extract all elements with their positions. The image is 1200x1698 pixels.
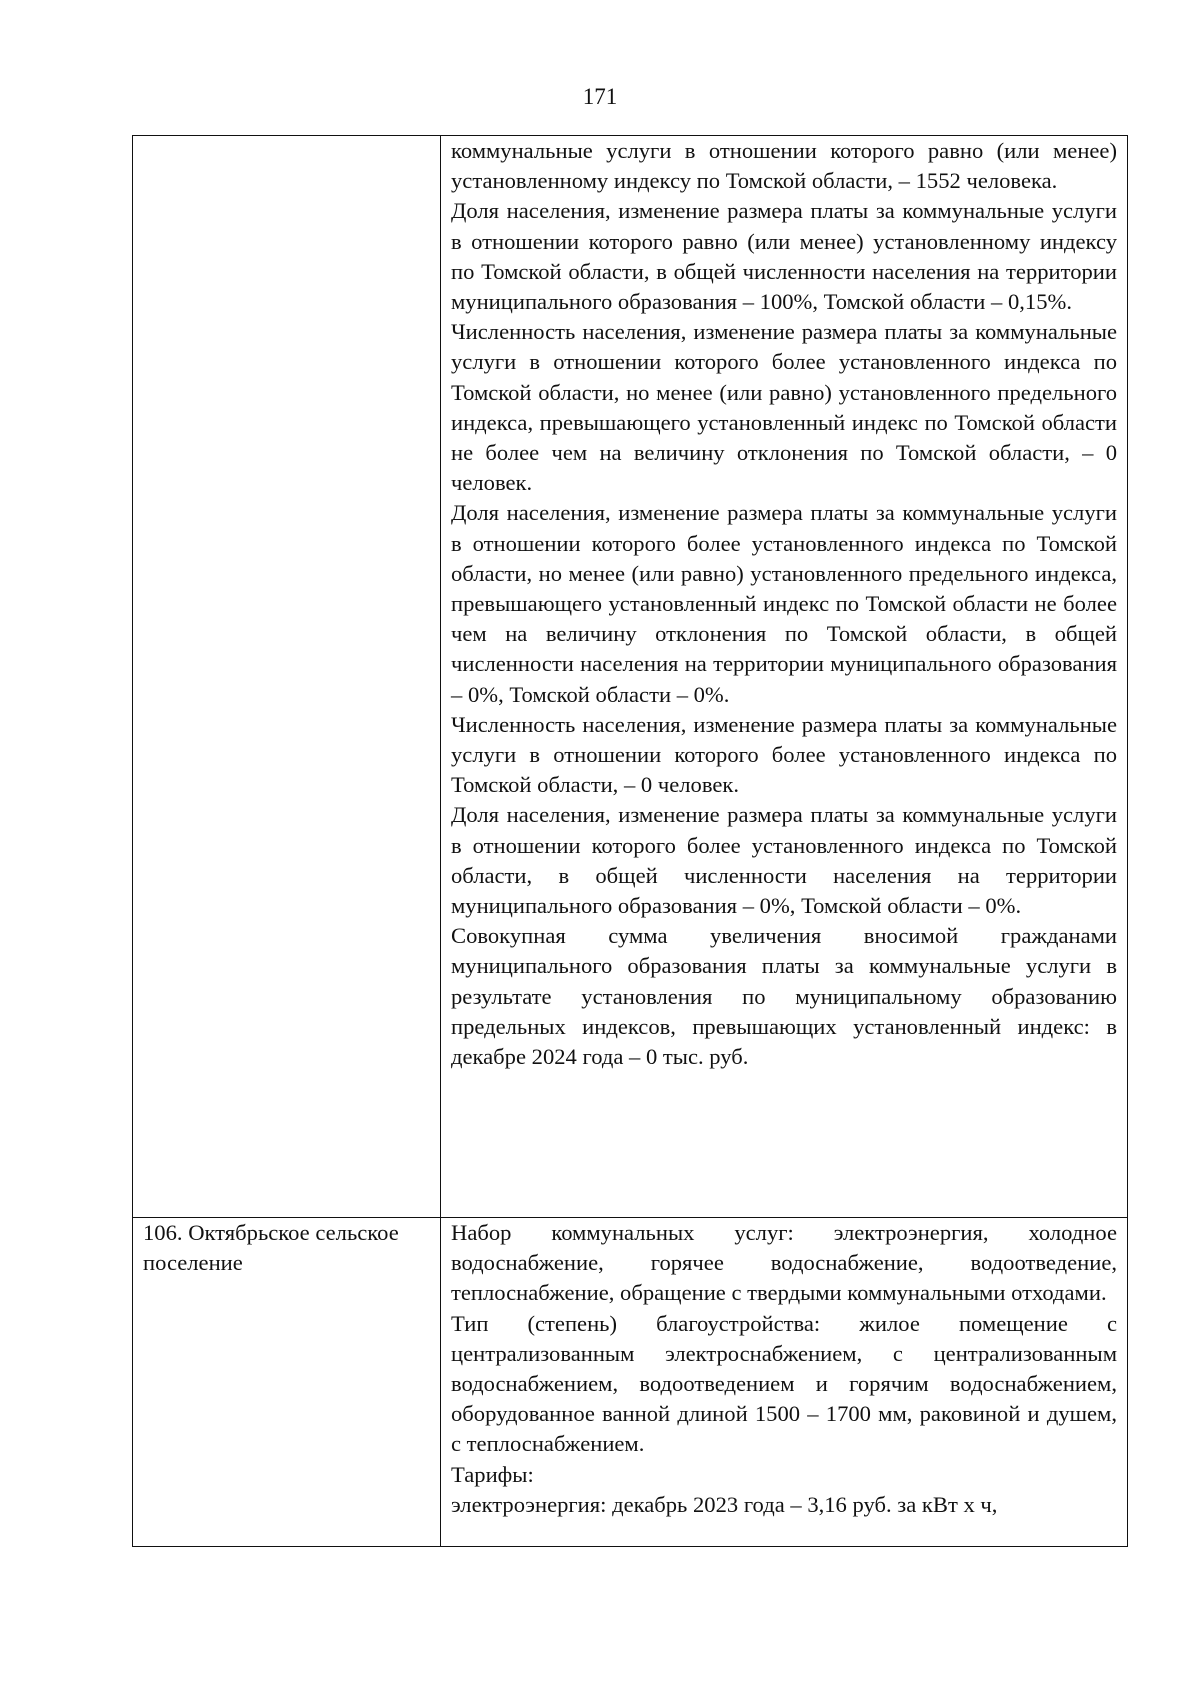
paragraph: электроэнергия: декабрь 2023 года – 3,16 руб. за кВт х ч, (451, 1491, 998, 1517)
paragraph: Совокупная сумма увеличения вносимой гражданами муниципального образования платы за коммунальные услуги в результате установления по муниципальному образованию предельных индексов, превышающих установленный индекс: в декабре 2024 года – 0 тыс. руб. (451, 923, 1117, 1070)
details-cell (441, 1218, 1128, 1547)
paragraph: коммунальные услуги в отношении которого равно (или менее) установленному индексу по Томской области, – 1552 человека. (451, 138, 1117, 194)
paragraph: Набор коммунальных услуг: электроэнергия, холодное водоснабжение, горячее водоснабжение, водоотведение, теплоснабжение, обращение с твердыми коммунальными отходами. (451, 1220, 1117, 1306)
paragraph: Тарифы: (451, 1461, 534, 1487)
paragraph: Численность населения, изменение размера платы за коммунальные услуги в отношении которого более установленного индекса по Томской области, – 0 человек. (451, 711, 1117, 798)
paragraph: Тип (степень) благоустройства: жилое помещение с централизованным электроснабжением, с централизованным водоснабжением, водоотведением и горячим водоснабжением, оборудованное ванной длиной 1500 – 1700 мм, раковиной и душем, с теплоснабжением. (451, 1310, 1117, 1457)
municipality-name: 106. Октябрьское сельское поселение (143, 1220, 399, 1276)
municipality-cell (133, 1218, 441, 1547)
details-cell (441, 136, 1128, 1218)
paragraph: Доля населения, изменение размера платы за коммунальные услуги в отношении которого более установленного индекса по Томской области, в общей численности населения на территории муниципального образования – 0%, Томской области – 0%. (451, 802, 1117, 919)
tariff-table (132, 135, 1128, 1547)
municipality-cell (133, 136, 441, 1218)
table-row (133, 136, 1128, 1218)
paragraph: Доля населения, изменение размера платы за коммунальные услуги в отношении которого более установленного индекса по Томской области, но менее (или равно) установленного предельного индекса, превышающего установленный индекс по Томской области не более чем на величину отклонения по Томской области, в общей численности населения на территории муниципального образования – 0%, Томской области – 0%. (451, 500, 1117, 707)
paragraph: Численность населения, изменение размера платы за коммунальные услуги в отношении которого более установленного индекса по Томской области, но менее (или равно) установленного предельного индекса, превышающего установленный индекс по Томской области не более чем на величину отклонения по Томской области, – 0 человек. (451, 319, 1117, 496)
paragraph: Доля населения, изменение размера платы за коммунальные услуги в отношении которого равно (или менее) установленному индексу по Томской области, в общей численности населения на территории муниципального образования – 100%, Томской области – 0,15%. (451, 198, 1117, 315)
table-row (133, 1218, 1128, 1547)
page-number: 171 (582, 84, 618, 109)
